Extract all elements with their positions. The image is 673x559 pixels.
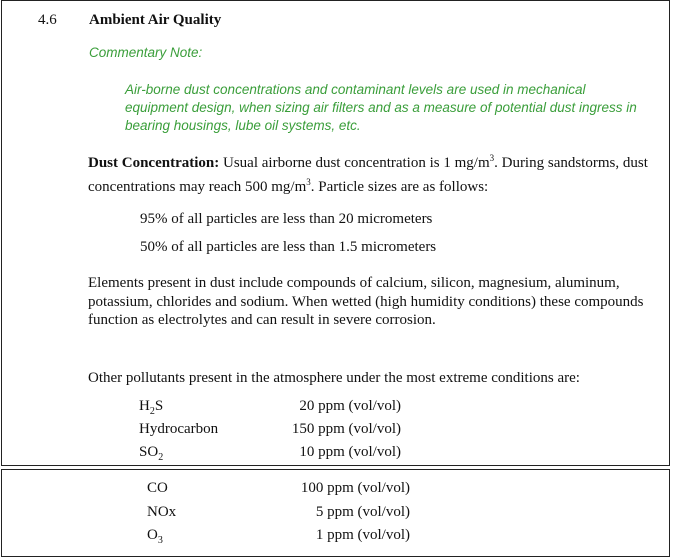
pollutant-value-co: 100 ppm (vol/vol) [300,480,410,496]
pollutants-intro: Other pollutants present in the atmosphere under the most extreme conditions are: [88,370,580,386]
pollutant-value-h2s: 20 ppm (vol/vol) [299,398,401,414]
dust-text-2: . During sandstorms, dust concentrations may reach 500 mg/m [88,155,648,195]
commentary-label: Commentary Note: [89,45,203,60]
superscript-unit-1: 3 [489,153,495,163]
dust-text-1: Usual airborne dust concentration is 1 mg/m [219,155,490,171]
section-title: Ambient Air Quality [89,12,222,28]
particle-size-line-2: 50% of all particles are less than 1.5 micrometers [140,239,437,255]
section-number: 4.6 [38,12,57,28]
pollutant-value-o3: 1 ppm (vol/vol) [315,527,410,543]
particle-size-line-1: 95% of all particles are less than 20 micrometers [140,211,433,227]
superscript-unit-2: 3 [306,176,311,187]
pollutant-name-so2: $SO_2$ [139,444,164,463]
pollutant-value-so2: 10 ppm (vol/vol) [299,444,401,460]
pollutant-name-hydrocarbon: Hydrocarbon [139,421,219,437]
pollutant-value-nox: 5 ppm (vol/vol) [315,504,410,520]
pollutant-name-h2s: $H_2S$ [139,398,164,417]
pollutant-name-nox: NOx [147,504,177,520]
pollutant-name-co: CO [147,480,168,496]
dust-text-3: . Particle sizes are as follows: [310,178,489,195]
dust-concentration-paragraph [88,149,648,196]
elements-paragraph: Elements present in dust include compounds of calcium, silicon, magnesium, aluminum, potassium, chlorides and sodium. When wetted (high humidity conditions) these compounds function as electrolytes and can result in severe corrosion. [88,275,644,328]
commentary-text: Air-borne dust concentrations and contaminant levels are used in mechanical equipment design, when sizing air filters and as a measure of potential dust ingress in bearing housings, lube oil systems, etc. [125,82,637,133]
pollutant-name-o3: $O_3$ [147,527,163,546]
pollutant-value-hydrocarbon: 150 ppm (vol/vol) [291,421,401,437]
document-page-frame [1,0,670,466]
dust-concentration-lead: Dust Concentration: [88,155,220,171]
